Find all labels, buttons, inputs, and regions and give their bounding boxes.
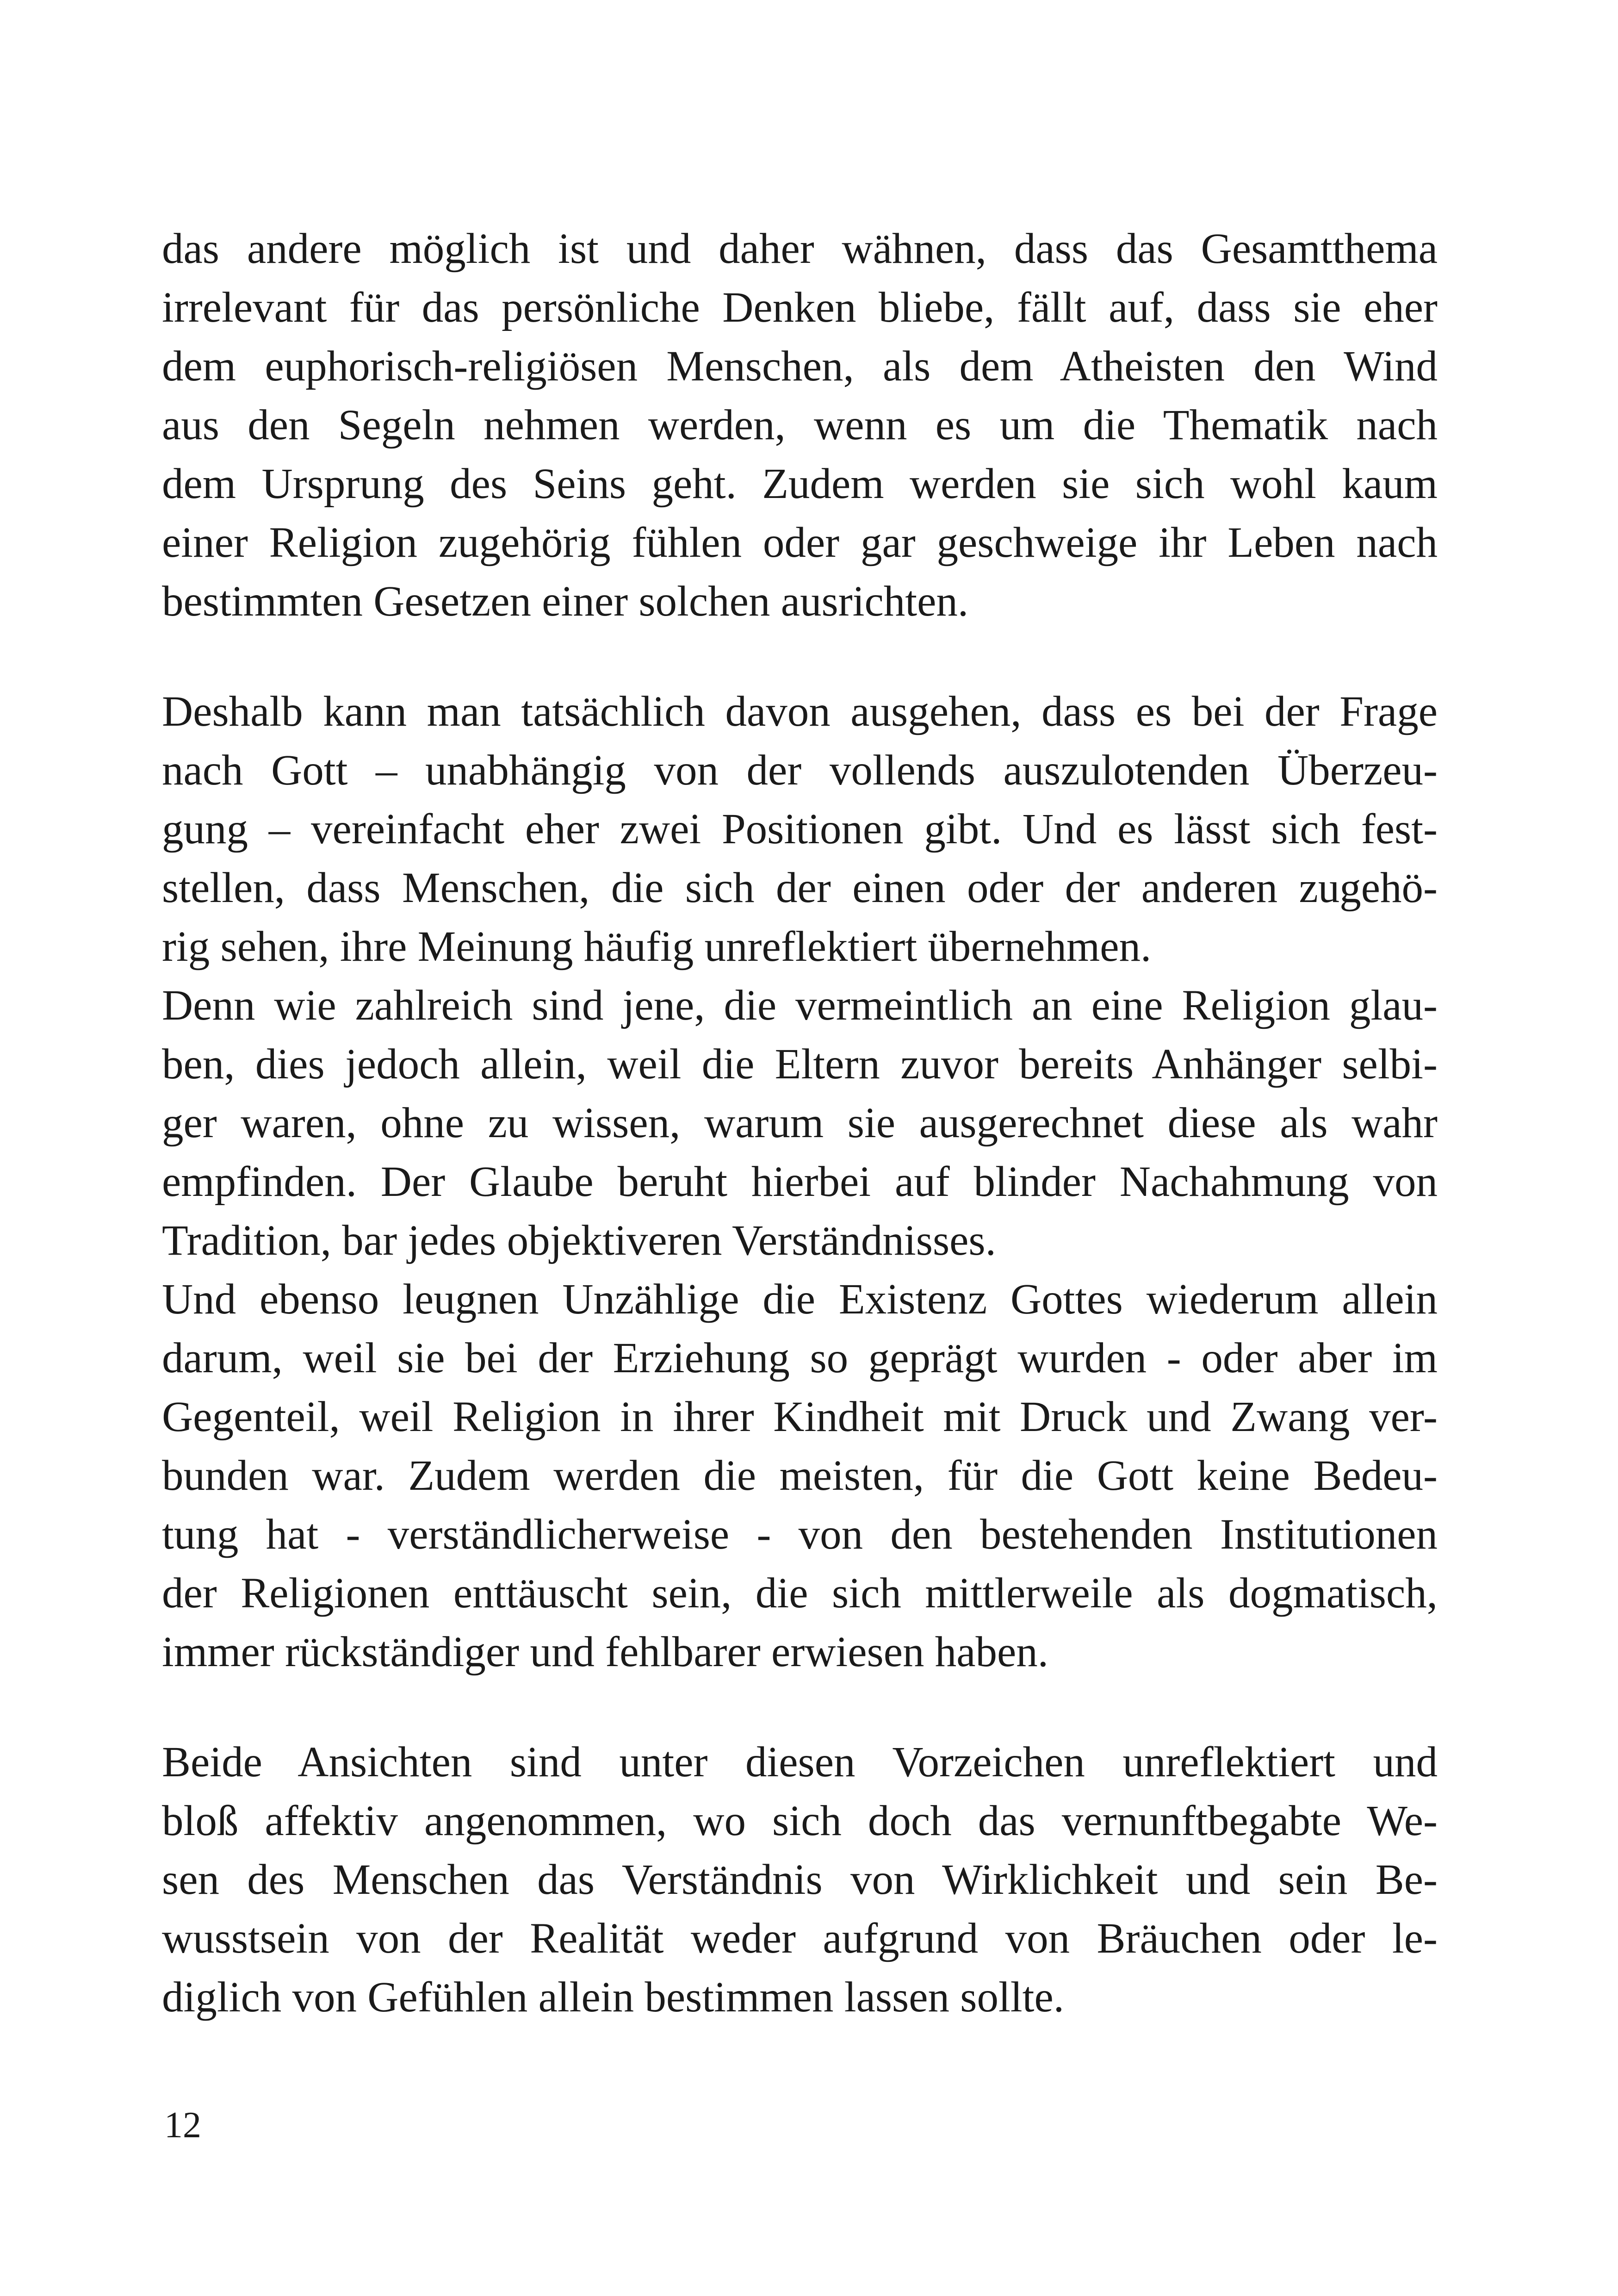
text-line: dem Ursprung des Seins geht. Zudem werden sie sich wohl kaum bbox=[162, 460, 1438, 508]
text-line: gung – vereinfacht eher zwei Positionen gibt. Und es lässt sich fest- bbox=[162, 805, 1438, 853]
text-line: sen des Menschen das Verständnis von Wirklichkeit und sein Be- bbox=[162, 1856, 1438, 1904]
text-line: das andere möglich ist und daher wähnen, dass das Gesamtthema bbox=[162, 225, 1438, 273]
text-line: aus den Segeln nehmen werden, wenn es um die Thematik nach bbox=[162, 401, 1438, 449]
text-line: diglich von Gefühlen allein bestimmen lassen sollte. bbox=[162, 1973, 1065, 2021]
text-line: rig sehen, ihre Meinung häufig unreflektiert übernehmen. bbox=[162, 923, 1152, 971]
text-line: bunden war. Zudem werden die meisten, für die Gott keine Bedeu- bbox=[162, 1452, 1438, 1500]
text-line: Tradition, bar jedes objektiveren Verständnisses. bbox=[162, 1217, 996, 1264]
text-line: ger waren, ohne zu wissen, warum sie ausgerechnet diese als wahr bbox=[162, 1099, 1438, 1147]
text-line: Gegenteil, weil Religion in ihrer Kindheit mit Druck und Zwang ver- bbox=[162, 1393, 1438, 1441]
text-line: irrelevant für das persönliche Denken bliebe, fällt auf, dass sie eher bbox=[162, 284, 1438, 331]
text-line: bloß affektiv angenommen, wo sich doch das vernunftbegabte We- bbox=[162, 1797, 1438, 1845]
text-line: tung hat - verständlicherweise - von den bestehenden Institutionen bbox=[162, 1511, 1438, 1558]
text-line: ben, dies jedoch allein, weil die Eltern zuvor bereits Anhänger selbi- bbox=[162, 1040, 1438, 1088]
text-line: bestimmten Gesetzen einer solchen ausrichten. bbox=[162, 578, 969, 625]
text-line: darum, weil sie bei der Erziehung so geprägt wurden - oder aber im bbox=[162, 1334, 1438, 1382]
text-line: wusstsein von der Realität weder aufgrund von Bräuchen oder le- bbox=[162, 1915, 1438, 1962]
text-line: einer Religion zugehörig fühlen oder gar geschweige ihr Leben nach bbox=[162, 519, 1438, 566]
text-line: Und ebenso leugnen Unzählige die Existenz Gottes wiederum allein bbox=[162, 1276, 1438, 1323]
text-line: dem euphorisch-religiösen Menschen, als dem Atheisten den Wind bbox=[162, 342, 1438, 390]
text-line: Beide Ansichten sind unter diesen Vorzeichen unreflektiert und bbox=[162, 1738, 1438, 1786]
text-line: immer rückständiger und fehlbarer erwiesen haben. bbox=[162, 1628, 1049, 1676]
text-line: der Religionen enttäuscht sein, die sich mittlerweile als dogmatisch, bbox=[162, 1569, 1438, 1617]
text-line: Deshalb kann man tatsächlich davon ausgehen, dass es bei der Frage bbox=[162, 688, 1438, 735]
page-number: 12 bbox=[164, 2105, 201, 2146]
text-line: Denn wie zahlreich sind jene, die vermeintlich an eine Religion glau- bbox=[162, 982, 1438, 1029]
text-line: stellen, dass Menschen, die sich der einen oder der anderen zugehö- bbox=[162, 864, 1438, 912]
text-line: empfinden. Der Glaube beruht hierbei auf blinder Nachahmung von bbox=[162, 1158, 1438, 1206]
text-line: nach Gott – unabhängig von der vollends auszulotenden Überzeu- bbox=[162, 747, 1438, 794]
